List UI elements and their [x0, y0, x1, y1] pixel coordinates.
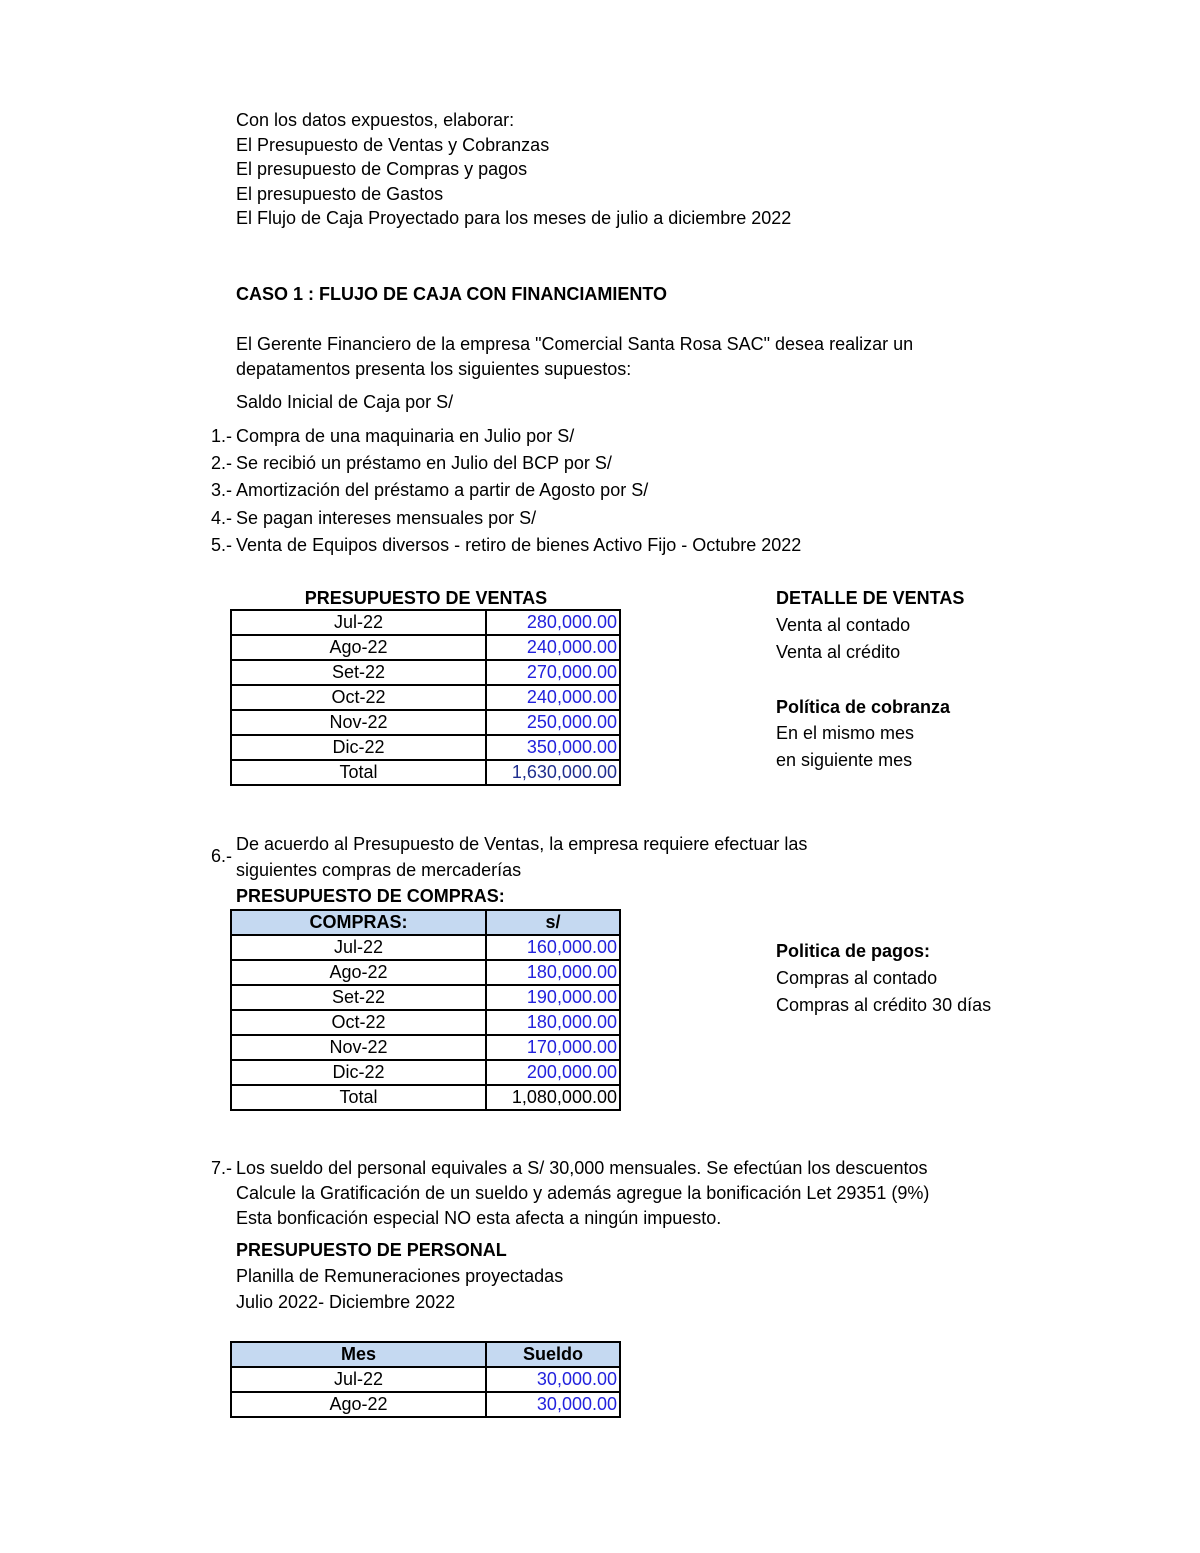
table-row [231, 1367, 620, 1392]
value-cell: 180,000.00 [486, 1010, 620, 1035]
table-row [231, 1392, 620, 1417]
table-row [231, 660, 620, 685]
value-cell: 200,000.00 [486, 1060, 620, 1085]
intro-line: El presupuesto de Compras y pagos [236, 159, 528, 179]
total-value: 1,630,000.00 [486, 760, 620, 785]
month-cell: Dic-22 [231, 1060, 486, 1085]
value-cell: 250,000.00 [486, 710, 620, 735]
table-row [231, 1035, 620, 1060]
intro-line: Con los datos expuestos, elaborar: [236, 110, 515, 130]
intro-line: El Flujo de Caja Proyectado para los meses de julio a diciembre 2022 [236, 208, 792, 228]
value-cell: 180,000.00 [486, 960, 620, 985]
personal-subtitle: Julio 2022- Diciembre 2022 [236, 1292, 456, 1312]
cobranza-siguiente-mes: en siguiente mes [776, 750, 913, 770]
total-label: Total [231, 1085, 486, 1110]
total-label: Total [231, 760, 486, 785]
table-row [231, 960, 620, 985]
month-cell: Jul-22 [231, 1367, 486, 1392]
politica-pagos-title: Politica de pagos: [776, 941, 931, 961]
case-paragraph: depatamentos presenta los siguientes supuestos: [236, 359, 632, 379]
month-cell: Jul-22 [231, 610, 486, 635]
cobranza-mismo-mes: En el mismo mes [776, 723, 915, 743]
personal-subtitle: Planilla de Remuneraciones proyectadas [236, 1266, 564, 1286]
ventas-table [230, 609, 621, 786]
month-cell: Nov-22 [231, 1035, 486, 1060]
personal-text: Calcule la Gratificación de un sueldo y además agregue la bonificación Let 29351 (9%) [236, 1183, 930, 1203]
compras-intro: siguientes compras de mercaderías [236, 860, 522, 880]
month-cell: Set-22 [231, 985, 486, 1010]
total-row [231, 1085, 620, 1110]
table-row [231, 635, 620, 660]
compras-table [230, 909, 621, 1111]
total-value: 1,080,000.00 [486, 1085, 620, 1110]
item-number: 7.- [210, 1158, 232, 1178]
header-row [231, 1342, 620, 1367]
value-cell: 30,000.00 [486, 1367, 620, 1392]
pagos-contado: Compras al contado [776, 968, 938, 988]
table-row [231, 985, 620, 1010]
table-row [231, 1060, 620, 1085]
detalle-contado: Venta al contado [776, 615, 911, 635]
month-cell: Jul-22 [231, 935, 486, 960]
value-cell: 240,000.00 [486, 635, 620, 660]
month-cell: Oct-22 [231, 1010, 486, 1035]
intro-line: El presupuesto de Gastos [236, 184, 444, 204]
value-cell: 240,000.00 [486, 685, 620, 710]
saldo-inicial: Saldo Inicial de Caja por S/ [236, 392, 454, 412]
item-number: 6.- [210, 846, 232, 866]
detalle-title: DETALLE DE VENTAS [776, 588, 965, 608]
month-cell: Set-22 [231, 660, 486, 685]
item-text: Compra de una maquinaria en Julio por S/ [236, 426, 575, 446]
pagos-credito: Compras al crédito 30 días [776, 995, 992, 1015]
item-text: Se pagan intereses mensuales por S/ [236, 508, 537, 528]
month-cell: Dic-22 [231, 735, 486, 760]
header-row [231, 910, 620, 935]
item-number: 3.- [210, 480, 232, 500]
value-cell: 190,000.00 [486, 985, 620, 1010]
item-text: Amortización del préstamo a partir de Agosto por S/ [236, 480, 649, 500]
table-row [231, 935, 620, 960]
month-cell: Ago-22 [231, 635, 486, 660]
value-cell: 30,000.00 [486, 1392, 620, 1417]
column-header: Mes [231, 1342, 486, 1367]
table-row [231, 710, 620, 735]
value-cell: 170,000.00 [486, 1035, 620, 1060]
personal-text: Esta bonficación especial NO esta afecta a ningún impuesto. [236, 1208, 722, 1228]
item-number: 5.- [210, 535, 232, 555]
personal-title: PRESUPUESTO DE PERSONAL [236, 1240, 507, 1260]
column-header: Sueldo [486, 1342, 620, 1367]
table-row [231, 685, 620, 710]
month-cell: Ago-22 [231, 960, 486, 985]
value-cell: 270,000.00 [486, 660, 620, 685]
compras-title: PRESUPUESTO DE COMPRAS: [236, 886, 505, 906]
item-text: Se recibió un préstamo en Julio del BCP por S/ [236, 453, 612, 473]
value-cell: 350,000.00 [486, 735, 620, 760]
item-text: Venta de Equipos diversos - retiro de bienes Activo Fijo - Octubre 2022 [236, 535, 802, 555]
value-cell: 280,000.00 [486, 610, 620, 635]
item-number: 4.- [210, 508, 232, 528]
compras-intro: De acuerdo al Presupuesto de Ventas, la empresa requiere efectuar las [236, 834, 808, 854]
ventas-title: PRESUPUESTO DE VENTAS [304, 588, 548, 608]
value-cell: 160,000.00 [486, 935, 620, 960]
column-header: COMPRAS: [231, 910, 486, 935]
total-row [231, 760, 620, 785]
case-title: CASO 1 : FLUJO DE CAJA CON FINANCIAMIENTO [236, 284, 668, 304]
table-row [231, 1010, 620, 1035]
month-cell: Nov-22 [231, 710, 486, 735]
intro-line: El Presupuesto de Ventas y Cobranzas [236, 135, 550, 155]
table-row [231, 735, 620, 760]
personal-table [230, 1341, 621, 1418]
item-number: 1.- [210, 426, 232, 446]
item-number: 2.- [210, 453, 232, 473]
table-row [231, 610, 620, 635]
detalle-credito: Venta al crédito [776, 642, 901, 662]
month-cell: Oct-22 [231, 685, 486, 710]
column-header: s/ [486, 910, 620, 935]
personal-text: Los sueldo del personal equivales a S/ 30,000 mensuales. Se efectúan los descuentos [236, 1158, 928, 1178]
month-cell: Ago-22 [231, 1392, 486, 1417]
politica-cobranza-title: Política de cobranza [776, 697, 951, 717]
case-paragraph: El Gerente Financiero de la empresa "Comercial Santa Rosa SAC" desea realizar un [236, 334, 914, 354]
